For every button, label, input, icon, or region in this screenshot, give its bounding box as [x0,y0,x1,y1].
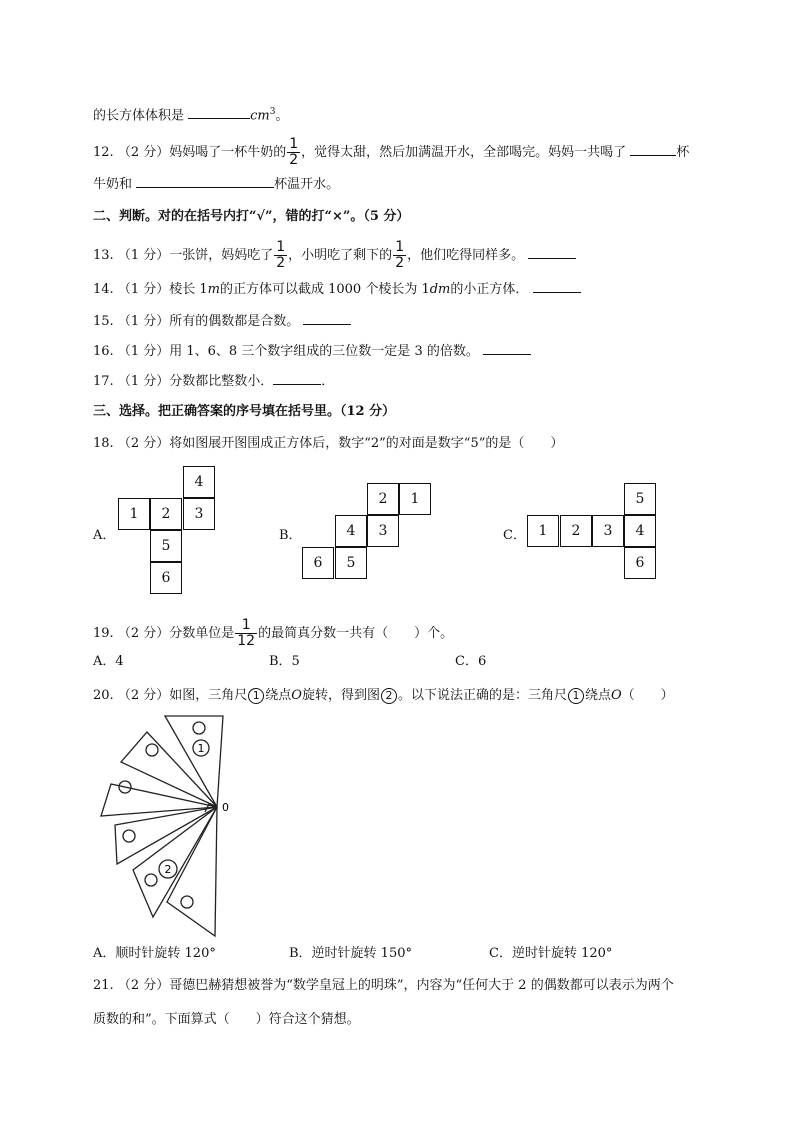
hole [123,830,135,842]
net-cell: 1 [527,515,559,547]
q20-option-c[interactable]: C．逆时针旋转 120° [489,946,613,961]
q19-option-a[interactable]: A．4 [93,654,124,669]
net-cell: 5 [624,483,656,515]
question-16: 16. （1 分）用 1、6、8 三个数字组成的三位数一定是 3 的倍数。 [93,340,531,362]
circled-number: 2 [381,688,397,704]
net-cell: 4 [335,515,367,547]
hole [193,722,205,734]
question-14: 14. （1 分）棱长 1m的正方体可以截成 1000 个棱长为 1dm的小正方体． [93,278,581,300]
net-cell: 2 [150,498,182,530]
net-cell: 6 [624,547,656,579]
label-1: 1 [197,742,205,755]
section-2-heading: 二、判断。对的在括号内打“√”，错的打“×”。（5 分） [93,209,410,224]
option-c-label[interactable]: C． [503,528,526,543]
net-cell: 4 [624,515,656,547]
label-2: 2 [164,863,172,876]
net-cell: 3 [367,515,399,547]
net-cell: 6 [150,562,182,594]
section-3-heading: 三、选择。把正确答案的序号填在括号里。（12 分） [93,404,396,419]
net-cell: 6 [302,547,334,579]
label-o: 0 [222,801,229,814]
option-b-label[interactable]: B． [279,528,302,543]
net-cell: 3 [183,498,215,530]
fraction: $\frac{1}{12}$ [237,617,256,649]
q20-option-a[interactable]: A．顺时针旋转 120° [93,946,216,961]
rotation-diagram [95,712,245,942]
question-20: 20. （2 分）如图，三角尺 1 绕点O旋转，得到图 2 。以下说法正确的是：三角尺 1 绕点O（ ） [93,688,674,703]
answer-blank[interactable] [533,278,581,293]
q11-tail: 的长方体体积是 $cm^3$。 [93,102,289,126]
net-cell: 1 [399,483,431,515]
net-cell: 3 [592,515,624,547]
question-15: 15. （1 分）所有的偶数都是合数。 [93,310,351,332]
net-cell: 4 [183,466,215,498]
question-12-cont: 牛奶和 杯温开水。 [93,173,339,195]
net-cell: 5 [335,547,367,579]
q19-option-c[interactable]: C．6 [455,654,487,669]
net-cell: 2 [367,483,399,515]
net-cell: 1 [118,498,150,530]
hole [181,896,193,908]
answer-blank[interactable] [528,244,576,259]
question-13: 13. （1 分）一张饼，妈妈吃了 $\frac{1}{2}$ ，小明吃了剩下的 $\frac{1}{2}$ ，他们吃得同样多。 [93,240,576,271]
fraction: $\frac{1}{2}$ [289,136,299,168]
question-19: 19. （2 分）分数单位是 $\frac{1}{12}$ 的最简真分数一共有（ ）个。 [93,617,454,649]
question-17: 17. （1 分）分数都比整数小． ． [93,370,334,392]
question-21: 21. （2 分）哥德巴赫猜想被誉为“数学皇冠上的明珠”，内容为“任何大于 2 的偶数都可以表示为两个 [93,978,674,993]
hole [145,874,157,886]
answer-blank[interactable] [273,370,321,385]
circled-number: 1 [568,688,584,704]
answer-blank[interactable] [630,141,676,156]
option-a-label[interactable]: A． [93,528,116,543]
fraction: $\frac{1}{2}$ [276,239,286,271]
answer-blank[interactable] [303,310,351,325]
answer-blank[interactable] [136,173,274,188]
circled-number: 1 [248,688,264,704]
net-cell: 5 [150,530,182,562]
question-18: 18. （2 分）将如图展开图围成正方体后，数字“2”的对面是数字“5”的是（ ） [93,436,564,451]
answer-blank[interactable] [188,104,250,119]
q19-option-b[interactable]: B．5 [269,654,300,669]
fraction: $\frac{1}{2}$ [395,239,405,271]
net-cell: 2 [560,515,592,547]
q20-option-b[interactable]: B．逆时针旋转 150° [289,946,412,961]
answer-blank[interactable] [483,340,531,355]
question-12: 12. （2 分）妈妈喝了一杯牛奶的 $\frac{1}{2}$ ，觉得太甜，然后加满温开水，全部喝完。妈妈一共喝了 杯 [93,136,690,168]
triangle-2 [133,807,217,917]
hole [146,744,158,756]
question-21-cont: 质数的和”。下面算式（ ）符合这个猜想。 [93,1012,360,1027]
